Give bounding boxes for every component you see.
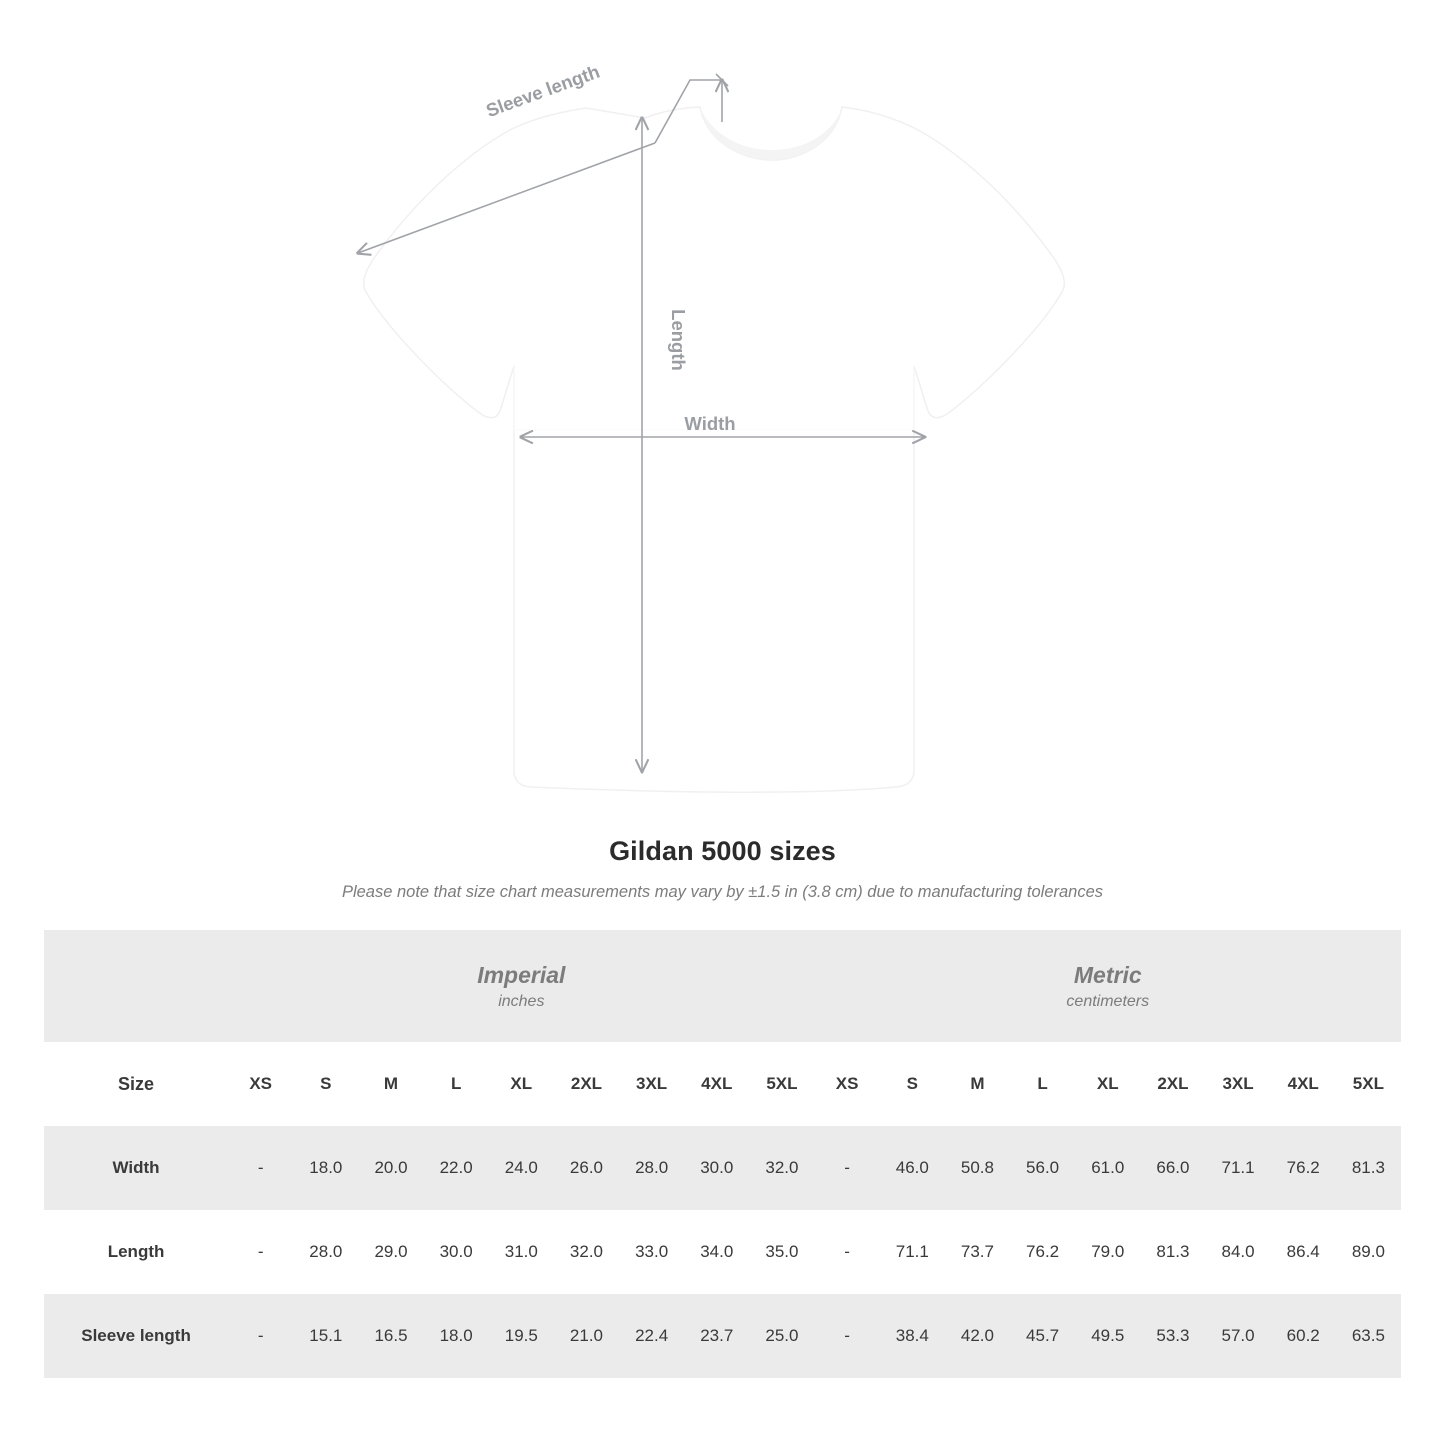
row-label-length: Length	[44, 1210, 228, 1294]
length-metric-4xl: 86.4	[1271, 1210, 1336, 1294]
length-metric-s: 71.1	[880, 1210, 945, 1294]
header-metric-2xl: 2XL	[1140, 1042, 1205, 1126]
size-header-row	[44, 1042, 1401, 1126]
header-imperial-3xl: 3XL	[619, 1042, 684, 1126]
length-imperial-m: 29.0	[358, 1210, 423, 1294]
unit-metric-name: Metric	[1073, 961, 1142, 988]
length-metric-2xl: 81.3	[1140, 1210, 1205, 1294]
length-metric-5xl: 89.0	[1336, 1210, 1401, 1294]
width-metric-l: 56.0	[1010, 1126, 1075, 1210]
sleeve-imperial-2xl: 21.0	[554, 1294, 619, 1378]
sleeve-metric-xl: 49.5	[1075, 1294, 1140, 1378]
length-imperial-5xl: 35.0	[749, 1210, 814, 1294]
width-imperial-xl: 24.0	[489, 1126, 554, 1210]
tshirt-illustration	[364, 107, 1065, 792]
sleeve-imperial-s: 15.1	[293, 1294, 358, 1378]
sleeve-imperial-m: 16.5	[358, 1294, 423, 1378]
tolerance-note: Please note that size chart measurements may vary by ±1.5 in (3.8 cm) due to manufacturing tolerances	[341, 883, 1104, 901]
length-metric-l: 76.2	[1010, 1210, 1075, 1294]
sleeve-metric-xs: -	[815, 1294, 880, 1378]
width-metric-m: 50.8	[945, 1126, 1010, 1210]
header-imperial-xl: XL	[489, 1042, 554, 1126]
width-metric-s: 46.0	[880, 1126, 945, 1210]
table-row	[44, 1126, 1401, 1210]
length-imperial-l: 30.0	[424, 1210, 489, 1294]
header-imperial-2xl: 2XL	[554, 1042, 619, 1126]
sleeve-metric-s: 38.4	[880, 1294, 945, 1378]
title-block	[0, 830, 1445, 902]
header-imperial-xs: XS	[228, 1042, 293, 1126]
sleeve-metric-3xl: 57.0	[1205, 1294, 1270, 1378]
sleeve-imperial-xl: 19.5	[489, 1294, 554, 1378]
width-imperial-m: 20.0	[358, 1126, 423, 1210]
sleeve-imperial-xs: -	[228, 1294, 293, 1378]
width-imperial-5xl: 32.0	[749, 1126, 814, 1210]
unit-row-spacer	[44, 930, 228, 1042]
length-metric-3xl: 84.0	[1205, 1210, 1270, 1294]
row-label-sleeve-length: Sleeve length	[44, 1294, 228, 1378]
unit-imperial-cell	[228, 930, 814, 1042]
unit-metric-cell	[815, 930, 1401, 1042]
header-imperial-s: S	[293, 1042, 358, 1126]
length-imperial-3xl: 33.0	[619, 1210, 684, 1294]
sleeve-metric-5xl: 63.5	[1336, 1294, 1401, 1378]
width-imperial-2xl: 26.0	[554, 1126, 619, 1210]
header-metric-m: M	[945, 1042, 1010, 1126]
table-row	[44, 1210, 1401, 1294]
length-imperial-xl: 31.0	[489, 1210, 554, 1294]
header-imperial-4xl: 4XL	[684, 1042, 749, 1126]
width-metric-4xl: 76.2	[1271, 1126, 1336, 1210]
sleeve-imperial-3xl: 22.4	[619, 1294, 684, 1378]
header-imperial-5xl: 5XL	[749, 1042, 814, 1126]
sleeve-metric-l: 45.7	[1010, 1294, 1075, 1378]
length-imperial-4xl: 34.0	[684, 1210, 749, 1294]
unit-metric-sub: centimeters	[1066, 993, 1150, 1011]
length-imperial-2xl: 32.0	[554, 1210, 619, 1294]
width-imperial-s: 18.0	[293, 1126, 358, 1210]
width-metric-xl: 61.0	[1075, 1126, 1140, 1210]
header-metric-l: L	[1010, 1042, 1075, 1126]
page-title: Gildan 5000 sizes	[609, 836, 836, 866]
length-imperial-s: 28.0	[293, 1210, 358, 1294]
width-metric-2xl: 66.0	[1140, 1126, 1205, 1210]
width-imperial-3xl: 28.0	[619, 1126, 684, 1210]
header-size-label: Size	[44, 1042, 228, 1126]
width-label: Width	[684, 413, 736, 434]
header-metric-xl: XL	[1075, 1042, 1140, 1126]
sleeve-imperial-l: 18.0	[424, 1294, 489, 1378]
width-metric-3xl: 71.1	[1205, 1126, 1270, 1210]
unit-imperial-name: Imperial	[477, 961, 566, 988]
sleeve-imperial-4xl: 23.7	[684, 1294, 749, 1378]
sleeve-metric-4xl: 60.2	[1271, 1294, 1336, 1378]
header-imperial-m: M	[358, 1042, 423, 1126]
length-metric-xs: -	[815, 1210, 880, 1294]
size-table	[44, 930, 1401, 1378]
width-imperial-4xl: 30.0	[684, 1126, 749, 1210]
sleeve-length-label: Sleeve length	[483, 60, 603, 122]
sleeve-imperial-5xl: 25.0	[749, 1294, 814, 1378]
width-imperial-l: 22.0	[424, 1126, 489, 1210]
header-metric-4xl: 4XL	[1271, 1042, 1336, 1126]
length-label: Length	[668, 309, 689, 371]
width-metric-5xl: 81.3	[1336, 1126, 1401, 1210]
header-metric-xs: XS	[815, 1042, 880, 1126]
sleeve-metric-2xl: 53.3	[1140, 1294, 1205, 1378]
table-row	[44, 1294, 1401, 1378]
row-label-width: Width	[44, 1126, 228, 1210]
length-metric-xl: 79.0	[1075, 1210, 1140, 1294]
width-imperial-xs: -	[228, 1126, 293, 1210]
size-table-wrapper	[44, 930, 1401, 1378]
length-metric-m: 73.7	[945, 1210, 1010, 1294]
header-metric-s: S	[880, 1042, 945, 1126]
sleeve-metric-m: 42.0	[945, 1294, 1010, 1378]
header-imperial-l: L	[424, 1042, 489, 1126]
width-metric-xs: -	[815, 1126, 880, 1210]
unit-imperial-sub: inches	[498, 993, 545, 1011]
header-metric-3xl: 3XL	[1205, 1042, 1270, 1126]
length-imperial-xs: -	[228, 1210, 293, 1294]
unit-header-row	[44, 930, 1401, 1042]
header-metric-5xl: 5XL	[1336, 1042, 1401, 1126]
